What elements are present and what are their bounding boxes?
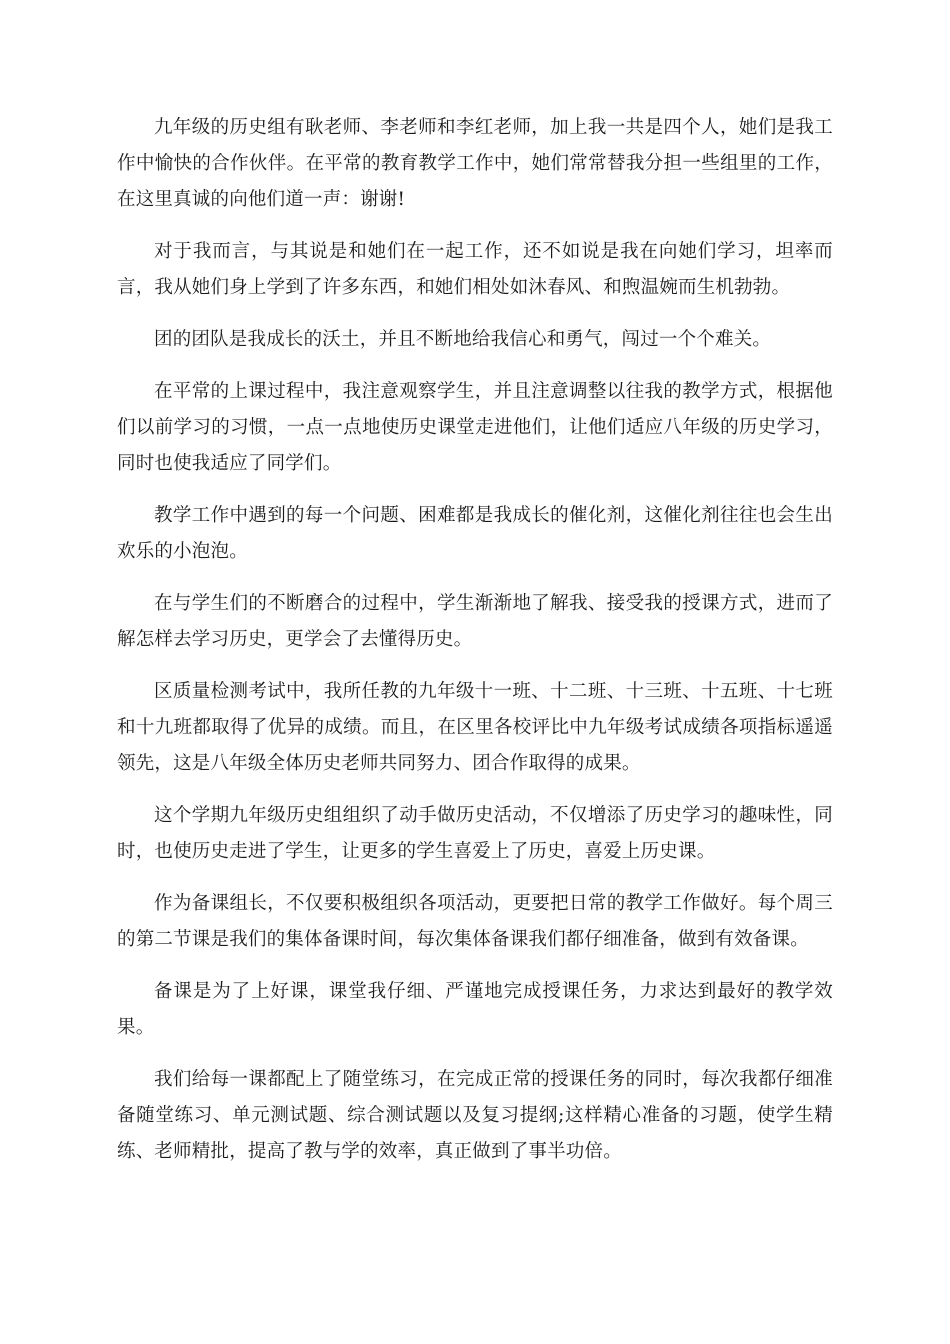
paragraph: 区质量检测考试中，我所任教的九年级十一班、十二班、十三班、十五班、十七班和十九班都取得了优异的成绩。而且，在区里各校评比中九年级考试成绩各项指标遥遥领先，这是八年级全体历史老师共同努力、团合作取得的成果。 — [117, 681, 833, 774]
paragraph: 九年级的历史组有耿老师、李老师和李红老师，加上我一共是四个人，她们是我工作中愉快的合作伙伴。在平常的教育教学工作中，她们常常替我分担一些组里的工作，在这里真诚的向他们道一声：谢谢! — [117, 117, 833, 210]
document-body — [117, 110, 833, 1186]
paragraph: 作为备课组长，不仅要积极组织各项活动，更要把日常的教学工作做好。每个周三的第二节课是我们的集体备课时间，每次集体备课我们都仔细准备，做到有效备课。 — [117, 893, 833, 950]
paragraph: 在平常的上课过程中，我注意观察学生，并且注意调整以往我的教学方式，根据他们以前学习的习惯，一点一点地使历史课堂走进他们，让他们适应八年级的历史学习，同时也使我适应了同学们。 — [117, 381, 833, 474]
paragraph: 对于我而言，与其说是和她们在一起工作，还不如说是我在向她们学习，坦率而言，我从她们身上学到了许多东西，和她们相处如沐春风、和煦温婉而生机勃勃。 — [117, 241, 833, 298]
paragraph: 团的团队是我成长的沃土，并且不断地给我信心和勇气，闯过一个个难关。 — [154, 329, 772, 350]
paragraph: 备课是为了上好课，课堂我仔细、严谨地完成授课任务，力求达到最好的教学效果。 — [117, 981, 833, 1038]
paragraph: 在与学生们的不断磨合的过程中，学生渐渐地了解我、接受我的授课方式，进而了解怎样去学习历史，更学会了去懂得历史。 — [117, 593, 833, 650]
paragraph: 我们给每一课都配上了随堂练习，在完成正常的授课任务的同时，每次我都仔细准备随堂练习、单元测试题、综合测试题以及复习提纲;这样精心准备的习题，使学生精练、老师精批，提高了教与学的效率，真正做到了事半功倍。 — [117, 1069, 833, 1162]
paragraph: 这个学期九年级历史组组织了动手做历史活动，不仅增添了历史学习的趣味性，同时，也使历史走进了学生，让更多的学生喜爱上了历史，喜爱上历史课。 — [117, 805, 833, 862]
paragraph: 教学工作中遇到的每一个问题、困难都是我成长的催化剂，这催化剂往往也会生出欢乐的小泡泡。 — [117, 505, 833, 562]
